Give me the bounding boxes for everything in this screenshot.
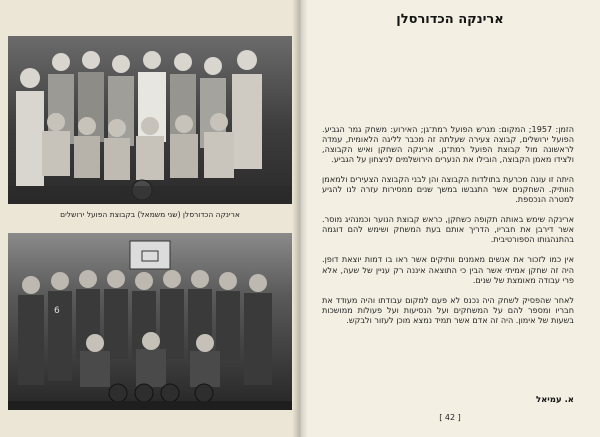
photo-bottom [8, 233, 292, 410]
body-text [322, 124, 574, 335]
paragraph-3: ארינקה שימש באותה תקופה כשחקן, כראש קבוצת הנוער וכמנהיג מוסר. אשר דירבן את חבריו, הדריך אותם בעת המשחק ושימש להם דוגמה בהתנהגותו הספורטיבית. [322, 214, 574, 245]
paragraph-2: היתה זו עונה מכרעת בתולדות הקבוצה והן לבני הקבוצה הצעירים ולמאמן הוותיק. השחקנים אשר התגבשו במשך שנים ממסירות עזרה לנו להגיע למטרה הנכספת. [322, 174, 574, 205]
photo-bottom-image [8, 233, 292, 410]
page-number: [ 42 ] [439, 413, 461, 422]
photo-top-image [8, 36, 292, 204]
book-gutter [292, 0, 308, 437]
svg-text:6: 6 [54, 306, 60, 316]
paragraph-4: אין כמו לזכור את אנשים מאמנים וותיקים אשר ראו בו דמות יוצאת דופן. היה זה שחקן אמיתי אשר הבין כי התוצאה איננה רק עניין של שעה, אלא פרי עבודה מאומצת של שנים. [322, 254, 574, 285]
author-signature: א. עמיאל [535, 395, 574, 405]
photo-top-caption: ארינקה הכדורסלן (שני משמאל) בקבוצת הפועל ירושלים [60, 210, 240, 219]
photo-top [8, 36, 292, 204]
paragraph-5: לאחר שהפסיק לשחק היה נכנס לא פעם למקום עבודתו והיה מעודד את חבריו ומספר להם על המשחקים ועל הנסיעות ועל פעולות ממושכות בשעות של אימון. היה זה אדם אשר תמיד נמצא מוכן לעזור ולבקש. [322, 294, 574, 325]
page-number-value: 42 [444, 413, 456, 422]
chapter-title: ארינקה הכדורסלן [396, 12, 504, 27]
paragraph-1: הזמן: 1957; המקום: מגרש הפועל רמת־גן; האירוע: משחק גמר הגביע. הפועל ירושלים, קבוצה צעירה שעלתה זה מכבר לליגה הלאומית, עמדה לראשונה מול קבוצת הפועל רמת־גן. ארינקה השחקן ואיש הקבוצה, ולצידו מאמן הקבוצה, הובילו את הנערים הירושלמים לניצחון על הגביע. [322, 124, 574, 165]
